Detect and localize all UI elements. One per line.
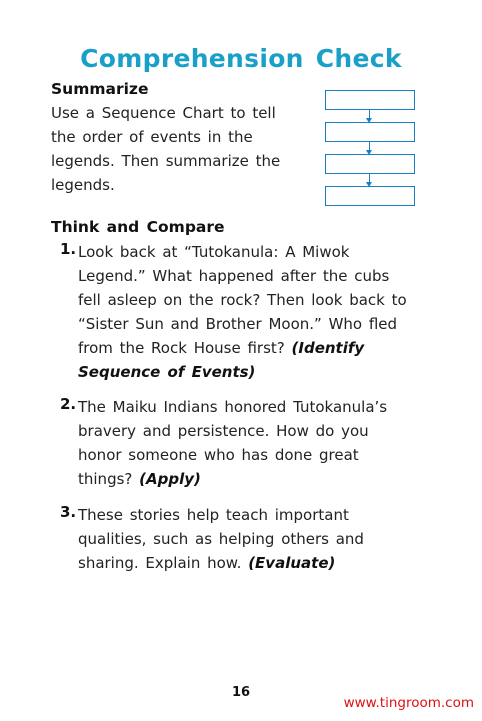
sequence-chart-box bbox=[325, 90, 415, 110]
sequence-chart-box bbox=[325, 154, 415, 174]
watermark-text: www.tingroom.com bbox=[343, 695, 474, 711]
question-body: These stories help teach important qualities, such as helping others and sharing. Explain how. bbox=[78, 506, 364, 572]
question-body: Look back at “Tutokanula: A Miwok Legend.” What happened after the cubs fell asleep on the rock? Then look back to “Sister Sun and Brother Moon.” Who fled from the Rock House first? bbox=[78, 243, 407, 357]
question-number: 2. bbox=[60, 395, 77, 413]
summarize-heading: Summarize bbox=[51, 80, 149, 98]
question-text bbox=[78, 395, 413, 491]
page-number: 16 bbox=[231, 685, 251, 700]
question-text bbox=[78, 503, 413, 575]
question-number: 3. bbox=[60, 503, 77, 521]
question-skill: (Identify Sequence of Events) bbox=[78, 339, 365, 381]
sequence-chart-box bbox=[325, 186, 415, 206]
question-skill: (Apply) bbox=[139, 470, 201, 488]
summarize-text: Use a Sequence Chart to tell the order of events in the legends. Then summarize the legends. bbox=[51, 104, 281, 194]
sequence-chart-diagram bbox=[325, 90, 417, 206]
question-number: 1. bbox=[60, 240, 77, 258]
sequence-chart-arrow bbox=[369, 174, 370, 183]
sequence-chart-arrow bbox=[369, 110, 370, 119]
question-body: The Maiku Indians honored Tutokanula’s bravery and persistence. How do you honor someone who has done great things? bbox=[78, 398, 388, 488]
question-text bbox=[78, 240, 413, 384]
question-skill: (Evaluate) bbox=[248, 554, 336, 572]
sequence-chart-box bbox=[325, 122, 415, 142]
sequence-chart-arrow bbox=[369, 142, 370, 151]
think-compare-heading: Think and Compare bbox=[51, 218, 225, 236]
page-title: Comprehension Check bbox=[80, 44, 402, 73]
